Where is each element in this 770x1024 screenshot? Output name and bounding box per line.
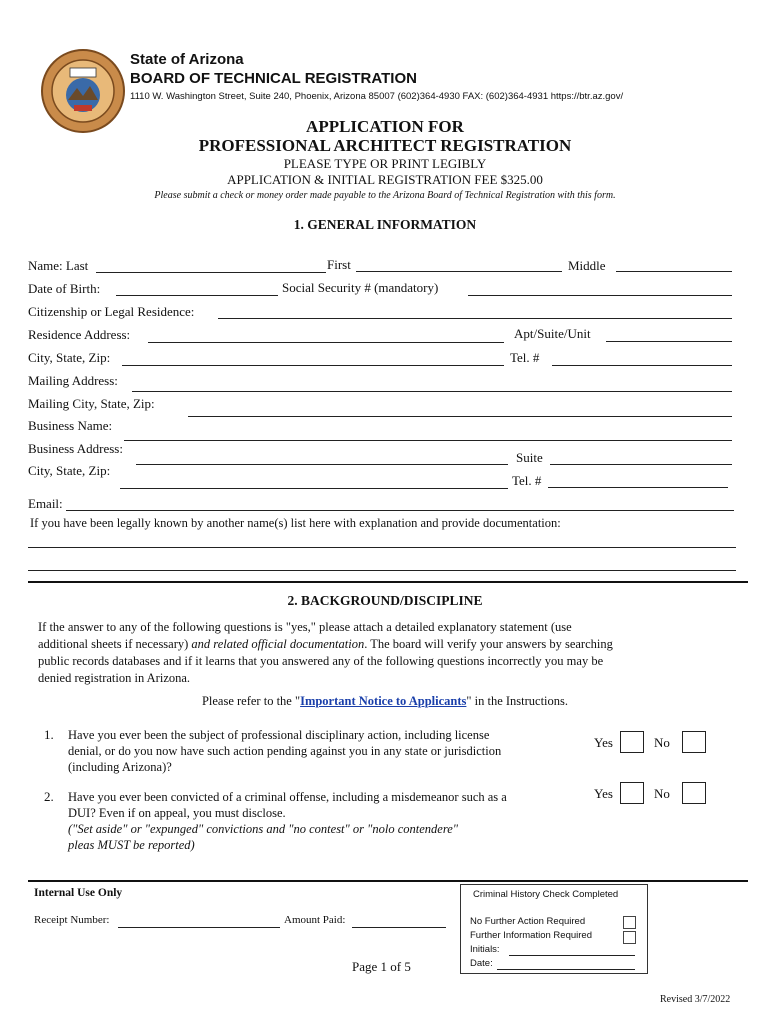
section2-intro: [38, 619, 613, 687]
receipt-label: Receipt Number:: [34, 914, 110, 926]
name-middle-label: Middle: [568, 258, 606, 273]
q1-no-label: No: [654, 735, 670, 750]
intro-b1: additional sheets if necessary): [38, 637, 192, 651]
header-board: BOARD OF TECHNICAL REGISTRATION: [130, 70, 417, 87]
email-label: Email:: [28, 496, 63, 511]
intro-b2: and related official documentation: [191, 637, 365, 651]
citizenship-field[interactable]: [218, 318, 732, 319]
business-city-field[interactable]: [120, 488, 508, 489]
refer-line: [0, 694, 770, 709]
chc-title: Criminal History Check Completed: [473, 889, 619, 900]
q1-line1: Have you ever been the subject of professional disciplinary action, including license: [68, 728, 490, 742]
title-line2: PROFESSIONAL ARCHITECT REGISTRATION: [198, 136, 572, 155]
initials-label: Initials:: [470, 944, 500, 955]
ssn-label: Social Security # (mandatory): [282, 280, 439, 295]
q1-number: 1.: [44, 727, 54, 742]
q2-yes-label: Yes: [594, 786, 613, 801]
business-name-label: Business Name:: [28, 418, 113, 433]
q2-line1: Have you ever been convicted of a criminal offense, including a misdemeanor such as a: [68, 790, 507, 804]
q1-line2: denial, or do you now have such action pending against you in any state or jurisdiction: [68, 744, 502, 758]
other-names-field-2[interactable]: [28, 570, 736, 571]
suite-field[interactable]: [550, 464, 732, 465]
mailing-city-field[interactable]: [188, 416, 732, 417]
section1-heading: 1. GENERAL INFORMATION: [293, 217, 477, 232]
title-line4: APPLICATION & INITIAL REGISTRATION FEE $325.00: [227, 172, 543, 187]
initials-field[interactable]: [509, 955, 635, 956]
q2-yes-checkbox[interactable]: [620, 782, 644, 804]
business-tel-field[interactable]: [548, 487, 728, 488]
date-field[interactable]: [497, 969, 635, 970]
title-note: Please submit a check or money order made payable to the Arizona Board of Technical Registration with this form.: [154, 190, 616, 201]
no-further-label: No Further Action Required: [470, 916, 586, 927]
apt-label: Apt/Suite/Unit: [514, 326, 591, 341]
header-address: 1110 W. Washington Street, Suite 240, Phoenix, Arizona 85007 (602)364-4930 FAX: (602)364-4931 https://btr.az.gov/: [130, 91, 624, 102]
city-field[interactable]: [122, 365, 504, 366]
q1-line3: (including Arizona)?: [68, 760, 172, 774]
business-address-field[interactable]: [136, 464, 508, 465]
tel-field[interactable]: [552, 365, 732, 366]
q2-no-label: No: [654, 786, 670, 801]
revised-date: Revised 3/7/2022: [660, 994, 731, 1005]
page-number: Page 1 of 5: [352, 959, 411, 974]
residence-field[interactable]: [148, 342, 504, 343]
suite-label: Suite: [516, 450, 543, 465]
title-line1: APPLICATION FOR: [306, 117, 464, 136]
intro-line-a: If the answer to any of the following questions is "yes," please attach a detailed explanatory statement (use: [38, 620, 572, 634]
name-first-field[interactable]: [356, 271, 562, 272]
apt-field[interactable]: [606, 341, 732, 342]
receipt-field[interactable]: [118, 927, 280, 928]
other-names-label: If you have been legally known by another name(s) list here with explanation and provide documentation:: [30, 516, 561, 530]
header-state: State of Arizona: [130, 51, 244, 68]
q1-yes-checkbox[interactable]: [620, 731, 644, 753]
business-tel-label: Tel. #: [512, 473, 542, 488]
section2-heading: 2. BACKGROUND/DISCIPLINE: [287, 593, 483, 608]
dob-field[interactable]: [116, 295, 278, 296]
amount-field[interactable]: [352, 927, 446, 928]
criminal-history-box: [460, 884, 648, 974]
name-last-field[interactable]: [96, 272, 326, 273]
q1-yes-label: Yes: [594, 735, 613, 750]
city-label: City, State, Zip:: [28, 350, 111, 365]
other-names-field-1[interactable]: [28, 547, 736, 548]
title-line3: PLEASE TYPE OR PRINT LEGIBLY: [283, 156, 487, 171]
ssn-field[interactable]: [468, 295, 732, 296]
q2-line2: DUI? Even if on appeal, you must disclose.: [68, 806, 286, 820]
email-field[interactable]: [66, 510, 734, 511]
q2-text: [68, 789, 507, 853]
no-further-checkbox[interactable]: [623, 916, 636, 929]
date-label: Date:: [470, 958, 493, 969]
name-first-label: First: [327, 257, 351, 272]
business-name-field[interactable]: [124, 440, 732, 441]
q1-text: [68, 727, 501, 775]
refer-a: Please refer to the ": [201, 694, 301, 708]
further-checkbox[interactable]: [623, 931, 636, 944]
intro-line-b: [38, 636, 613, 653]
name-middle-field[interactable]: [616, 271, 732, 272]
name-last-label: Name: Last: [28, 258, 89, 273]
mailing-city-label: Mailing City, State, Zip:: [28, 396, 155, 411]
q2-line4: pleas MUST be reported): [68, 838, 195, 852]
internal-heading: Internal Use Only: [34, 887, 123, 899]
mailing-label: Mailing Address:: [28, 373, 118, 388]
further-label: Further Information Required: [470, 930, 592, 941]
mailing-field[interactable]: [132, 391, 732, 392]
business-address-label: Business Address:: [28, 441, 123, 456]
important-notice-link[interactable]: Important Notice to Applicants: [300, 694, 467, 708]
tel-label: Tel. #: [510, 350, 540, 365]
amount-label: Amount Paid:: [284, 914, 346, 926]
citizenship-label: Citizenship or Legal Residence:: [28, 304, 195, 319]
q2-no-checkbox[interactable]: [682, 782, 706, 804]
intro-b3: . The board will verify your answers by searching: [364, 637, 613, 651]
q2-number: 2.: [44, 789, 54, 804]
section-divider: [28, 581, 748, 583]
residence-label: Residence Address:: [28, 327, 131, 342]
internal-divider: [28, 880, 748, 882]
business-city-label: City, State, Zip:: [28, 463, 111, 478]
q1-no-checkbox[interactable]: [682, 731, 706, 753]
q2-line3: ("Set aside" or "expunged" convictions and "no contest" or "nolo contendere": [68, 822, 459, 836]
intro-line-d: denied registration in Arizona.: [38, 671, 191, 685]
dob-label: Date of Birth:: [28, 281, 101, 296]
intro-line-c: public records databases and if it learns that you answered any of the following questions incorrectly you may be: [38, 654, 604, 668]
refer-b: " in the Instructions.: [466, 694, 569, 708]
